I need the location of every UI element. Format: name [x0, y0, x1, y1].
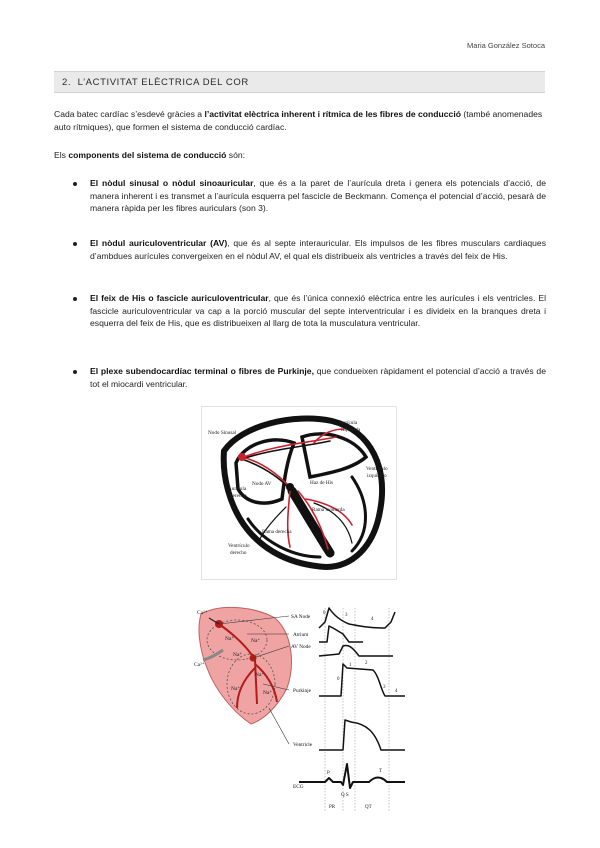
- bullet-item: [90, 237, 546, 262]
- bullet-bold: El plexe subendocardíac terminal o fibres de Purkinje,: [90, 366, 314, 376]
- label-ventriculo-derecho: Ventrículo: [228, 543, 250, 549]
- left-atrium-inner-wall: [302, 434, 366, 477]
- label-ventriculo-izquierdo: Ventrículo: [366, 466, 388, 472]
- label-auricula-derecha: Aurícula: [228, 486, 247, 492]
- phase-label: 3: [345, 613, 348, 618]
- label-ca-top: Ca²⁺: [197, 610, 208, 616]
- label-na: Na⁺: [233, 652, 243, 658]
- label-na: Na⁺: [231, 686, 241, 692]
- ventricle-waveform: [319, 720, 405, 750]
- heart-conduction-figure: [201, 406, 397, 580]
- heart-body: [199, 607, 291, 724]
- bullet-bold: El feix de His o fascicle auriculoventricular: [90, 293, 269, 303]
- action-potential-figure: [193, 604, 408, 816]
- phase-label: 2: [365, 661, 368, 666]
- ecg-pr-label: PR: [329, 805, 336, 810]
- label-purkinje: Purkinje: [293, 688, 311, 694]
- bullet-item: [90, 177, 546, 215]
- components-post: són:: [226, 150, 246, 160]
- bullet-bold: El nòdul auriculoventricular (AV): [90, 238, 228, 248]
- label-sa-node: SA Node: [291, 614, 311, 620]
- ecg-qt-label: QT: [365, 805, 372, 810]
- phase-label: 0: [337, 677, 340, 682]
- section-title: [62, 77, 249, 88]
- label-ventricle: Ventricle: [293, 742, 313, 748]
- intro-post: (també anomenades auto rítmiques), que formen el sistema de conducció cardíac.: [54, 109, 543, 132]
- label-atrium: Atrium: [293, 632, 309, 638]
- bullet-item: [90, 292, 546, 330]
- label-ecg: ECG: [293, 784, 304, 790]
- heart-conduction-drawing: [202, 407, 396, 579]
- intro-bold: l’activitat elèctrica inherent i rítmica de les fibres de conducció: [204, 109, 461, 119]
- atrium-waveform: [319, 626, 363, 642]
- bullet-text: que condueixen ràpidament el potencial d’acció a través de tot el miocardi ventricular.: [90, 366, 546, 389]
- label-ventriculo-derecho-2: derecho: [230, 550, 247, 556]
- ecg-t-label: T: [379, 769, 383, 774]
- sa-node-waveform: [319, 608, 395, 628]
- label-na: Na⁺: [255, 672, 265, 678]
- author-name: Maria González Sotoca: [467, 41, 545, 50]
- bullet-text: , que és a la paret de l’aurícula dreta i genera els potencials d’acció, de manera inherent i es transmet a l’aurícula esquerra pel fascicle de Beckmann. Comença el potencial d’acció, pesarà de manera ràpida per les fibres auriculars (son 3).: [90, 178, 546, 214]
- label-ca-left: Ca²⁺: [194, 662, 205, 668]
- label-nodo-av: Nodo AV: [252, 481, 272, 487]
- phase-label: 4: [371, 617, 374, 622]
- left-ventricle-wall: [352, 477, 366, 551]
- label-rama-izquierda: Rama izquierda: [312, 507, 345, 513]
- label-av-node: AV Node: [291, 644, 311, 650]
- purkinje-waveform: [319, 664, 405, 696]
- av-node-dot: [286, 483, 294, 491]
- bullet-dot: [73, 370, 77, 374]
- bullet-bold: El nòdul sinusal o nòdul sinoauricular: [90, 178, 254, 188]
- intro-pre: Cada batec cardíac s’esdevé gràcies a: [54, 109, 205, 119]
- section-heading: [54, 71, 545, 93]
- action-potential-drawing: [193, 604, 408, 816]
- bullet-text: , que és l’única connexió elèctrica entre les aurícules i els ventricles. El fascicle auriculoventricular va cap a la porció muscular del septe interventricular i es divideix en la branques dreta i esquerra del feix de His, que es distribueixen al llarg de tota la musculatura ventricular.: [90, 293, 546, 329]
- bullet-dot: [73, 297, 77, 301]
- label-na: Na⁺: [251, 638, 261, 644]
- right-bundle-signal: [288, 491, 290, 547]
- label-auricula-izquierda-2: izquierda: [341, 427, 361, 433]
- label-haz-his: Haz de His: [310, 480, 334, 486]
- phase-label: 4: [395, 689, 398, 694]
- av-node-waveform: [319, 645, 393, 656]
- label-rama-derecha: Rama derecha: [262, 529, 292, 535]
- label-auricula-izquierda: Aurícula: [339, 420, 358, 426]
- phase-label: 3: [383, 685, 386, 690]
- ecg-p-label: P: [327, 771, 330, 776]
- components-pre: Els: [54, 150, 69, 160]
- sa-node-dot: [238, 453, 246, 461]
- bullet-dot: [73, 242, 77, 246]
- label-ventriculo-izquierdo-2: izquierdo: [367, 473, 387, 479]
- section-number: 2.: [62, 77, 72, 88]
- bullet-item: [90, 365, 546, 390]
- pointer-ventricle: [269, 708, 289, 744]
- purkinje-right-fibers: [258, 507, 286, 543]
- phase-label: 0: [323, 611, 326, 616]
- components-paragraph: [54, 149, 546, 162]
- phase-label: 1: [349, 663, 352, 668]
- label-na: Na⁺: [225, 636, 235, 642]
- label-na: Na⁺: [263, 690, 273, 696]
- bullet-text: , que és al septe interauricular. Els impulsos de les fibres musculars cardiaques d’ambdues aurícules convergeixen en el nòdul AV, el qual els distribueix als ventricles a través del feix de His.: [90, 238, 547, 261]
- ecg-qrs-label: Q S: [341, 793, 349, 798]
- components-bold: components del sistema de conducció: [68, 150, 227, 160]
- label-auricula-derecha-2: derecho: [230, 493, 247, 499]
- section-title-text: L’ACTIVITAT ELÈCTRICA DEL COR: [77, 77, 249, 88]
- intro-paragraph: [54, 108, 546, 133]
- label-nodo-sinusal: Nodo Sinusal: [208, 430, 237, 436]
- bullet-dot: [73, 182, 77, 186]
